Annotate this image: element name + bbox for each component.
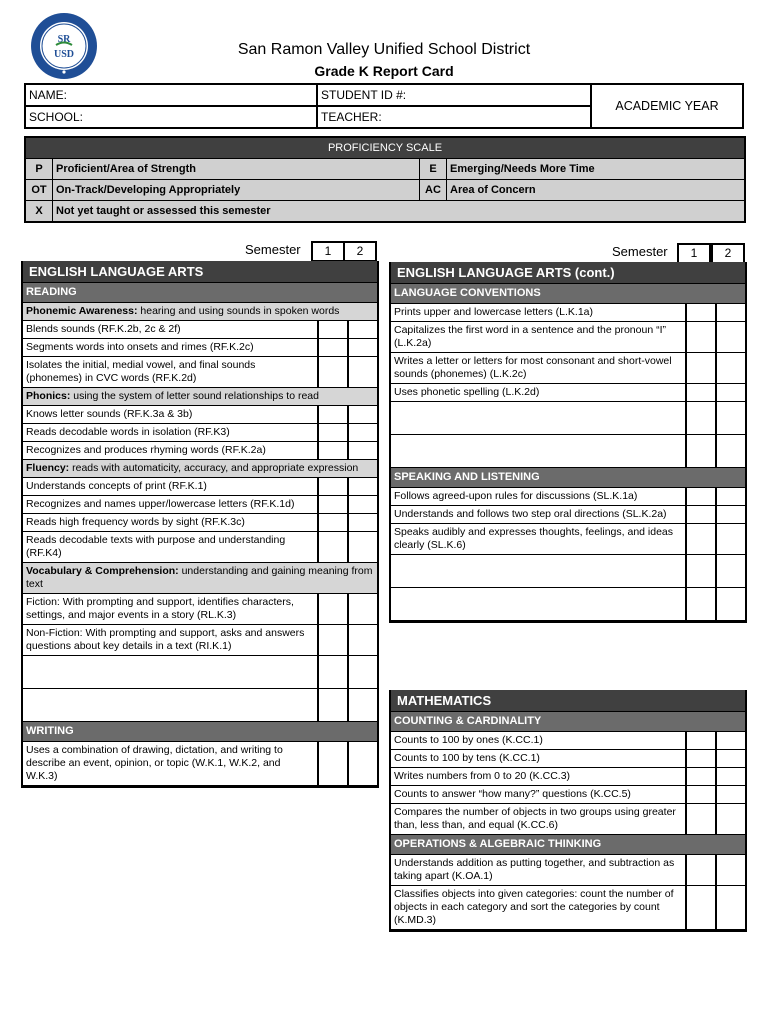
- scale-description: Emerging/Needs More Time: [447, 159, 746, 180]
- section-title: MATHEMATICS: [391, 690, 745, 712]
- skill-row: [23, 442, 377, 460]
- ela-section: [21, 261, 379, 788]
- skill-description: Reads decodable words in isolation (RF.K3): [23, 424, 318, 442]
- semester-2-mark-cell[interactable]: [716, 488, 745, 506]
- skill-row: [23, 514, 377, 532]
- name-field[interactable]: NAME:: [25, 84, 317, 106]
- semester-1-mark-cell[interactable]: [686, 524, 716, 555]
- skill-row: [23, 321, 377, 339]
- semester-1-mark-cell[interactable]: [686, 384, 716, 402]
- semester-1-mark-cell[interactable]: [318, 532, 348, 563]
- semester-2-mark-cell[interactable]: [348, 424, 377, 442]
- skill-row: [391, 732, 745, 750]
- report-card-title: Grade K Report Card: [314, 63, 454, 79]
- skill-description: Compares the number of objects in two groups using greater than, less than, and equal (K.CC.6): [391, 804, 686, 835]
- proficiency-scale-title: PROFICIENCY SCALE: [25, 137, 745, 159]
- semester-2-mark-cell[interactable]: [716, 304, 745, 322]
- skill-description: Knows letter sounds (RF.K.3a & 3b): [23, 406, 318, 424]
- semester-1-mark-cell[interactable]: [318, 442, 348, 460]
- skill-row: [23, 478, 377, 496]
- semester-1-mark-cell[interactable]: [686, 750, 716, 768]
- semester-2-mark-cell[interactable]: [348, 321, 377, 339]
- blank-row: [391, 402, 745, 435]
- skill-category-name: Fluency:: [26, 462, 70, 474]
- skill-category-description: reads with automaticity, accuracy, and appropriate expression: [69, 462, 359, 474]
- skill-description: Classifies objects into given categories: count the number of objects in each category and sort the categories by count (K.MD.3): [391, 886, 686, 930]
- skill-description: Prints upper and lowercase letters (L.K.1a): [391, 304, 686, 322]
- skill-row: [23, 339, 377, 357]
- subsection-header: OPERATIONS & ALGEBRAIC THINKING: [391, 835, 745, 855]
- skill-description[interactable]: [391, 555, 686, 588]
- subsection-header: READING: [23, 283, 377, 303]
- skill-description: Recognizes and produces rhyming words (RF.K.2a): [23, 442, 318, 460]
- subsection-header: WRITING: [23, 722, 377, 742]
- semester-2-mark-cell[interactable]: [348, 339, 377, 357]
- semester-2-mark-cell[interactable]: [348, 594, 377, 625]
- scale-code: OT: [25, 180, 53, 201]
- semester-1-mark-cell[interactable]: [686, 402, 716, 435]
- skill-description: Non-Fiction: With prompting and support, asks and answers questions about key details in a text (RI.K.1): [23, 625, 318, 656]
- skill-row: [23, 532, 377, 563]
- student-id-field[interactable]: STUDENT ID #:: [317, 84, 591, 106]
- scale-description: On-Track/Developing Appropriately: [53, 180, 420, 201]
- skill-row: [391, 384, 745, 402]
- semester-2-mark-cell[interactable]: [716, 768, 745, 786]
- semester-2-mark-cell[interactable]: [716, 524, 745, 555]
- skill-category-description: understanding and gaining meaning from text: [26, 565, 373, 590]
- semester-2-mark-cell[interactable]: [716, 588, 745, 621]
- scale-code: X: [25, 201, 53, 223]
- school-field[interactable]: SCHOOL:: [25, 106, 317, 128]
- semester-2-mark-cell[interactable]: [348, 742, 377, 786]
- skill-row: [391, 322, 745, 353]
- skill-description: Blends sounds (RF.K.2b, 2c & 2f): [23, 321, 318, 339]
- skill-category-description: using the system of letter sound relationships to read: [70, 390, 319, 402]
- semester-2-mark-cell[interactable]: [716, 555, 745, 588]
- semester-2-mark-cell[interactable]: [716, 750, 745, 768]
- semester-1-mark-cell[interactable]: [318, 406, 348, 424]
- semester-2-mark-cell[interactable]: [716, 804, 745, 835]
- skill-description[interactable]: [23, 656, 318, 689]
- semester-2-mark-cell[interactable]: [716, 506, 745, 524]
- scale-code: AC: [420, 180, 447, 201]
- skill-description: Writes numbers from 0 to 20 (K.CC.3): [391, 768, 686, 786]
- skill-description: Understands addition as putting together, and subtraction as taking apart (K.OA.1): [391, 855, 686, 886]
- semester-1-mark-cell[interactable]: [318, 424, 348, 442]
- semester-2-mark-cell[interactable]: [348, 532, 377, 563]
- skill-description: Segments words into onsets and rimes (RF.K.2c): [23, 339, 318, 357]
- skill-description: Counts to answer “how many?” questions (K.CC.5): [391, 786, 686, 804]
- scale-code: E: [420, 159, 447, 180]
- semester-1-label: 1: [311, 241, 345, 262]
- skill-description: Counts to 100 by ones (K.CC.1): [391, 732, 686, 750]
- blank-row: [391, 435, 745, 468]
- ela-cont-section: [389, 262, 747, 623]
- blank-row: [391, 555, 745, 588]
- subsection-header: LANGUAGE CONVENTIONS: [391, 284, 745, 304]
- skill-description: Uses a combination of drawing, dictation, and writing to describe an event, opinion, or topic (W.K.1, W.K.2, and W.K.3): [23, 742, 318, 786]
- math-section: [389, 690, 747, 932]
- semester-1-mark-cell[interactable]: [318, 478, 348, 496]
- semester-2-mark-cell[interactable]: [348, 357, 377, 388]
- skill-row: [23, 625, 377, 656]
- skill-description: Speaks audibly and expresses thoughts, feelings, and ideas clearly (SL.K.6): [391, 524, 686, 555]
- skill-row: [23, 406, 377, 424]
- semester-1-mark-cell[interactable]: [686, 855, 716, 886]
- skill-category: [23, 460, 377, 478]
- semester-2-mark-cell[interactable]: [348, 514, 377, 532]
- skill-row: [391, 506, 745, 524]
- semester-2-mark-cell[interactable]: [348, 656, 377, 689]
- scale-description: Proficient/Area of Strength: [53, 159, 420, 180]
- proficiency-scale: [24, 136, 746, 223]
- skill-row: [23, 424, 377, 442]
- semester-1-mark-cell[interactable]: [318, 594, 348, 625]
- semester-1-mark-cell[interactable]: [318, 514, 348, 532]
- semester-label: Semester: [612, 244, 668, 259]
- semester-2-label: 2: [711, 243, 745, 264]
- semester-1-mark-cell[interactable]: [686, 304, 716, 322]
- semester-1-mark-cell[interactable]: [318, 625, 348, 656]
- semester-2-mark-cell[interactable]: [348, 478, 377, 496]
- skill-description: Fiction: With prompting and support, identifies characters, settings, and major events in a story (RL.K.3): [23, 594, 318, 625]
- semester-label: Semester: [245, 242, 301, 257]
- skill-category-name: Phonics:: [26, 390, 71, 402]
- semester-2-mark-cell[interactable]: [348, 406, 377, 424]
- skill-row: [391, 304, 745, 322]
- semester-1-mark-cell[interactable]: [686, 768, 716, 786]
- skill-description[interactable]: [23, 689, 318, 722]
- semester-2-mark-cell[interactable]: [348, 442, 377, 460]
- skill-row: [23, 357, 377, 388]
- logo-initials-bottom: USD: [53, 49, 75, 60]
- semester-1-mark-cell[interactable]: [686, 555, 716, 588]
- section-title: ENGLISH LANGUAGE ARTS: [23, 261, 377, 283]
- scale-description: Area of Concern: [447, 180, 746, 201]
- semester-2-mark-cell[interactable]: [716, 353, 745, 384]
- skill-category-name: Vocabulary & Comprehension:: [26, 565, 179, 577]
- semester-2-mark-cell[interactable]: [716, 786, 745, 804]
- semester-1-label: 1: [677, 243, 711, 264]
- semester-1-mark-cell[interactable]: [686, 732, 716, 750]
- skill-row: [391, 353, 745, 384]
- semester-1-mark-cell[interactable]: [686, 804, 716, 835]
- skill-category-name: Phonemic Awareness:: [26, 305, 138, 317]
- skill-row: [391, 488, 745, 506]
- skill-row: [391, 886, 745, 930]
- logo-initials-top: SR: [57, 34, 71, 45]
- semester-2-mark-cell[interactable]: [716, 855, 745, 886]
- student-info-table: [24, 83, 744, 129]
- skill-description: Isolates the initial, medial vowel, and final sounds (phonemes) in CVC words (RF.K.2d): [23, 357, 318, 388]
- skill-category-description: hearing and using sounds in spoken words: [137, 305, 340, 317]
- semester-1-mark-cell[interactable]: [318, 656, 348, 689]
- semester-2-label: 2: [343, 241, 377, 262]
- blank-row: [391, 588, 745, 621]
- semester-2-mark-cell[interactable]: [716, 402, 745, 435]
- semester-1-mark-cell[interactable]: [318, 496, 348, 514]
- skill-category: [23, 563, 377, 594]
- semester-1-mark-cell[interactable]: [318, 742, 348, 786]
- skill-description: Understands concepts of print (RF.K.1): [23, 478, 318, 496]
- skill-category: [23, 388, 377, 406]
- scale-description: Not yet taught or assessed this semester: [53, 201, 746, 223]
- subsection-header: SPEAKING AND LISTENING: [391, 468, 745, 488]
- teacher-field[interactable]: TEACHER:: [317, 106, 591, 128]
- semester-2-mark-cell[interactable]: [716, 886, 745, 930]
- semester-1-mark-cell[interactable]: [318, 689, 348, 722]
- skill-description[interactable]: [391, 402, 686, 435]
- semester-2-mark-cell[interactable]: [716, 322, 745, 353]
- skill-description: Understands and follows two step oral directions (SL.K.2a): [391, 506, 686, 524]
- semester-1-mark-cell[interactable]: [318, 339, 348, 357]
- skill-row: [391, 768, 745, 786]
- semester-2-mark-cell[interactable]: [348, 625, 377, 656]
- semester-2-mark-cell[interactable]: [716, 384, 745, 402]
- district-name: San Ramon Valley Unified School District: [237, 41, 531, 58]
- academic-year-field[interactable]: ACADEMIC YEAR: [591, 84, 743, 128]
- semester-1-mark-cell[interactable]: [686, 506, 716, 524]
- semester-1-mark-cell[interactable]: [686, 786, 716, 804]
- skill-row: [23, 742, 377, 786]
- skill-row: [391, 855, 745, 886]
- skill-row: [23, 594, 377, 625]
- skill-category: [23, 303, 377, 321]
- semester-2-mark-cell[interactable]: [348, 689, 377, 722]
- skill-row: [391, 750, 745, 768]
- skill-row: [391, 786, 745, 804]
- skill-description: Capitalizes the first word in a sentence and the pronoun “I” (L.K.2a): [391, 322, 686, 353]
- skill-row: [391, 524, 745, 555]
- semester-1-mark-cell[interactable]: [686, 588, 716, 621]
- semester-2-mark-cell[interactable]: [716, 435, 745, 468]
- skill-description[interactable]: [391, 435, 686, 468]
- section-title: ENGLISH LANGUAGE ARTS (cont.): [391, 262, 745, 284]
- skill-description: Follows agreed-upon rules for discussions (SL.K.1a): [391, 488, 686, 506]
- semester-1-mark-cell[interactable]: [686, 435, 716, 468]
- subsection-header: COUNTING & CARDINALITY: [391, 712, 745, 732]
- skill-description: Reads decodable texts with purpose and understanding (RF.K4): [23, 532, 318, 563]
- scale-code: P: [25, 159, 53, 180]
- skill-description: Counts to 100 by tens (K.CC.1): [391, 750, 686, 768]
- semester-1-mark-cell[interactable]: [318, 357, 348, 388]
- skill-row: [391, 804, 745, 835]
- semester-1-mark-cell[interactable]: [686, 886, 716, 930]
- blank-row: [23, 656, 377, 689]
- skill-description: Writes a letter or letters for most consonant and short-vowel sounds (phonemes) (L.K.2c): [391, 353, 686, 384]
- skill-description: Uses phonetic spelling (L.K.2d): [391, 384, 686, 402]
- skill-description[interactable]: [391, 588, 686, 621]
- skill-description: Recognizes and names upper/lowercase letters (RF.K.1d): [23, 496, 318, 514]
- skill-description: Reads high frequency words by sight (RF.K.3c): [23, 514, 318, 532]
- semester-1-mark-cell[interactable]: [318, 321, 348, 339]
- semester-2-mark-cell[interactable]: [716, 732, 745, 750]
- semester-1-mark-cell[interactable]: [686, 353, 716, 384]
- skill-row: [23, 496, 377, 514]
- semester-1-mark-cell[interactable]: [686, 322, 716, 353]
- semester-1-mark-cell[interactable]: [686, 488, 716, 506]
- blank-row: [23, 689, 377, 722]
- semester-2-mark-cell[interactable]: [348, 496, 377, 514]
